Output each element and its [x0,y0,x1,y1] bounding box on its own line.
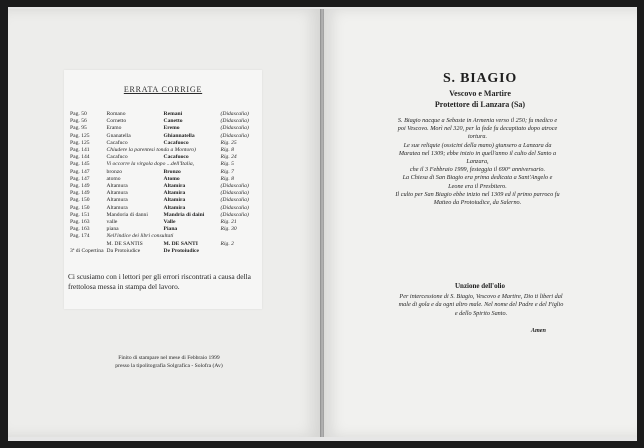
colophon [64,355,274,370]
errata-correct-text: M. DE SANTI [163,240,198,247]
errata-row [70,197,262,204]
errata-wrong-text: Cornetto [106,118,127,125]
errata-note: Rig. 25 [220,139,237,146]
amen-text: Amen [530,327,546,334]
errata-page-ref: Pag. 150 [70,197,90,204]
errata-note: (Didascalia) [220,132,249,139]
errata-correct-text: Remani [163,111,183,117]
prayer-title: Unzione dell'olio [455,282,505,290]
errata-page-ref: Pag. 50 [70,111,87,117]
errata-correct-text: Mandria di daini [163,211,205,218]
errata-wrong-text: atomo [106,175,121,182]
errata-row [70,169,262,176]
errata-note: Rig. 5 [220,161,234,168]
paragraph: S. Biagio nacque a Sebaste in Armenia verso il 250; fu medico e poi Vescovo. Morì nel 320, per la fede fu decapitato dopo atroce tortura. [397,117,558,141]
errata-page-ref: Pag. 163 [70,219,90,226]
errata-correct-text: Atomo [163,175,180,182]
errata-wrong-text: Da Protoiudice [106,247,141,254]
errata-row [70,161,262,168]
errata-note: (Didascalia) [220,197,249,204]
paragraph: che il 3 Febbraio 1999, festeggia il 690° anniversario. [409,166,546,174]
errata-note: (Didascalia) [220,118,249,125]
errata-page-ref: Pag. 149 [70,190,90,197]
errata-correct-text: De Protoiudice [163,247,200,254]
errata-row [70,212,262,219]
errata-page-ref: Pag. 144 [70,154,90,161]
errata-wrong-text: M. DE SANTIS [106,240,143,247]
errata-correct-text: Altamira [163,190,186,197]
errata-instruction: Vi occorre la virgola dopo ...dell'Italia, [106,161,195,168]
errata-correct-text: Canetto [163,118,183,125]
errata-wrong-text: bronzo [106,168,123,175]
subtitle: Vescovo e Martire [449,89,511,98]
errata-note: Rig. 21 [220,219,237,226]
errata-correct-text: Altamira [163,183,186,190]
errata-page-ref: Pag. 163 [70,226,90,233]
biography-text [395,117,560,207]
errata-table [70,111,262,255]
errata-row [70,154,262,161]
errata-correct-text: Eremo [163,125,180,132]
page-title: S. BIAGIO [442,71,518,86]
errata-page-ref: Pag. 147 [70,175,90,182]
errata-note: Rig. 8 [220,175,234,182]
errata-correct-text: Altamira [163,204,186,211]
errata-row [70,140,262,147]
errata-page-ref: Pag. 151 [70,211,90,218]
errata-row [70,133,262,140]
errata-wrong-text: Altamura [106,197,128,204]
errata-wrong-text: Eramo [106,125,122,132]
errata-wrong-text: Altamura [106,183,128,190]
errata-correct-text: Cacafuoco [163,154,189,161]
errata-correct-text: Valle [163,219,176,226]
errata-row [70,205,262,212]
errata-page-ref: Pag. 125 [70,139,90,146]
errata-wrong-text: Gnanatella [106,132,131,139]
errata-page-ref: Pag. 125 [70,132,90,139]
prayer-text: Per intercessione di S. Biagio, Vescovo e Martire, Dio ti liberi dal male di gola e da ogni altro male. Nel nome del Padre e del Figlio e dello Spirito Santo. [398,293,564,317]
right-heading [390,70,570,110]
errata-page-ref: Pag. 149 [70,183,90,190]
errata-title: ERRATA CORRIGE [123,85,203,94]
errata-row [70,226,262,233]
errata-row [70,219,262,226]
errata-wrong-text: Cacafuco [106,154,128,161]
book-spine [320,9,324,437]
errata-page-ref [70,241,107,248]
errata-wrong-text: Mandoria di danni [106,211,148,218]
errata-note: (Didascalia) [220,211,249,218]
errata-note: Rig. 30 [220,226,237,233]
errata-wrong-text: piana [106,226,119,233]
apology-text: Ci scusiamo con i lettori per gli errori riscontrati a causa della frettolosa messa in stampa del lavoro. [68,272,251,291]
colophon-line: presso la tipolitografia Solgrafica - Solofra (Av) [115,362,223,369]
errata-note: (Didascalia) [220,204,249,211]
errata-page-ref: Pag. 141 [70,147,90,154]
errata-page-ref: Pag. 145 [70,161,90,168]
errata-note: Rig. 2 [220,240,234,247]
errata-page-ref: Pag. 147 [70,168,90,175]
errata-page-ref: Pag. 95 [70,125,87,132]
errata-correct-text: Bronzo [163,168,181,175]
errata-wrong-text: Altamura [106,204,128,211]
errata-note: (Didascalia) [220,111,249,117]
errata-note: Rig. 24 [220,154,237,161]
errata-correct-text: Ghiannatella [163,132,195,139]
errata-correct-text: Cacafuoco [163,139,189,146]
errata-wrong-text: Cacafuco [106,139,128,146]
colophon-line: Finito di stampare nel mese di Febbraio 1999 [118,355,220,361]
errata-instruction: Nell'indice dei libri consultati [106,233,174,240]
errata-row [70,241,262,248]
errata-note: Rig. 8 [220,147,234,154]
errata-instruction: Chiudere la parentesi tonda a Montoro) [106,147,196,154]
errata-page-ref: Pag. 56 [70,118,87,125]
errata-page-ref: 3ª di Copertina [70,247,104,254]
errata-wrong-text: valle [106,219,118,226]
errata-wrong-text: Romano [106,111,126,117]
errata-note: (Didascalia) [220,183,249,190]
errata-row [70,176,262,183]
paragraph: Il culto per San Biagio ebbe inizio nel 1309 ed il primo parroco fu Matteo da Protoiudice, da Salerno. [395,190,560,207]
subtitle: Protettore di Lanzara (Sa) [434,100,526,109]
paragraph: La Chiesa di San Biagio era prima dedicata a Sant'Angelo e Leone era il Presbitero. [402,174,553,190]
errata-page-ref: Pag. 174 [70,233,90,240]
errata-note: (Didascalia) [220,125,249,132]
errata-note [221,233,262,240]
errata-page-ref: Pag. 150 [70,204,90,211]
errata-note: (Didascalia) [220,190,249,197]
errata-note: Rig. 7 [220,168,234,175]
errata-correct-text: Piana [163,226,178,233]
errata-note [221,248,262,255]
errata-wrong-text: Altamura [106,190,128,197]
errata-row [70,125,262,132]
errata-row [70,233,262,240]
errata-correct-text: Altamira [163,197,186,204]
errata-row [70,147,262,154]
errata-row [70,248,262,255]
paragraph: Le sue reliquie (ossicini della mano) giunsero a Lanzara da Maratea nel 1309; ebbe inizio in quell'anno il culto del Santo a Lanzara, [398,141,557,166]
